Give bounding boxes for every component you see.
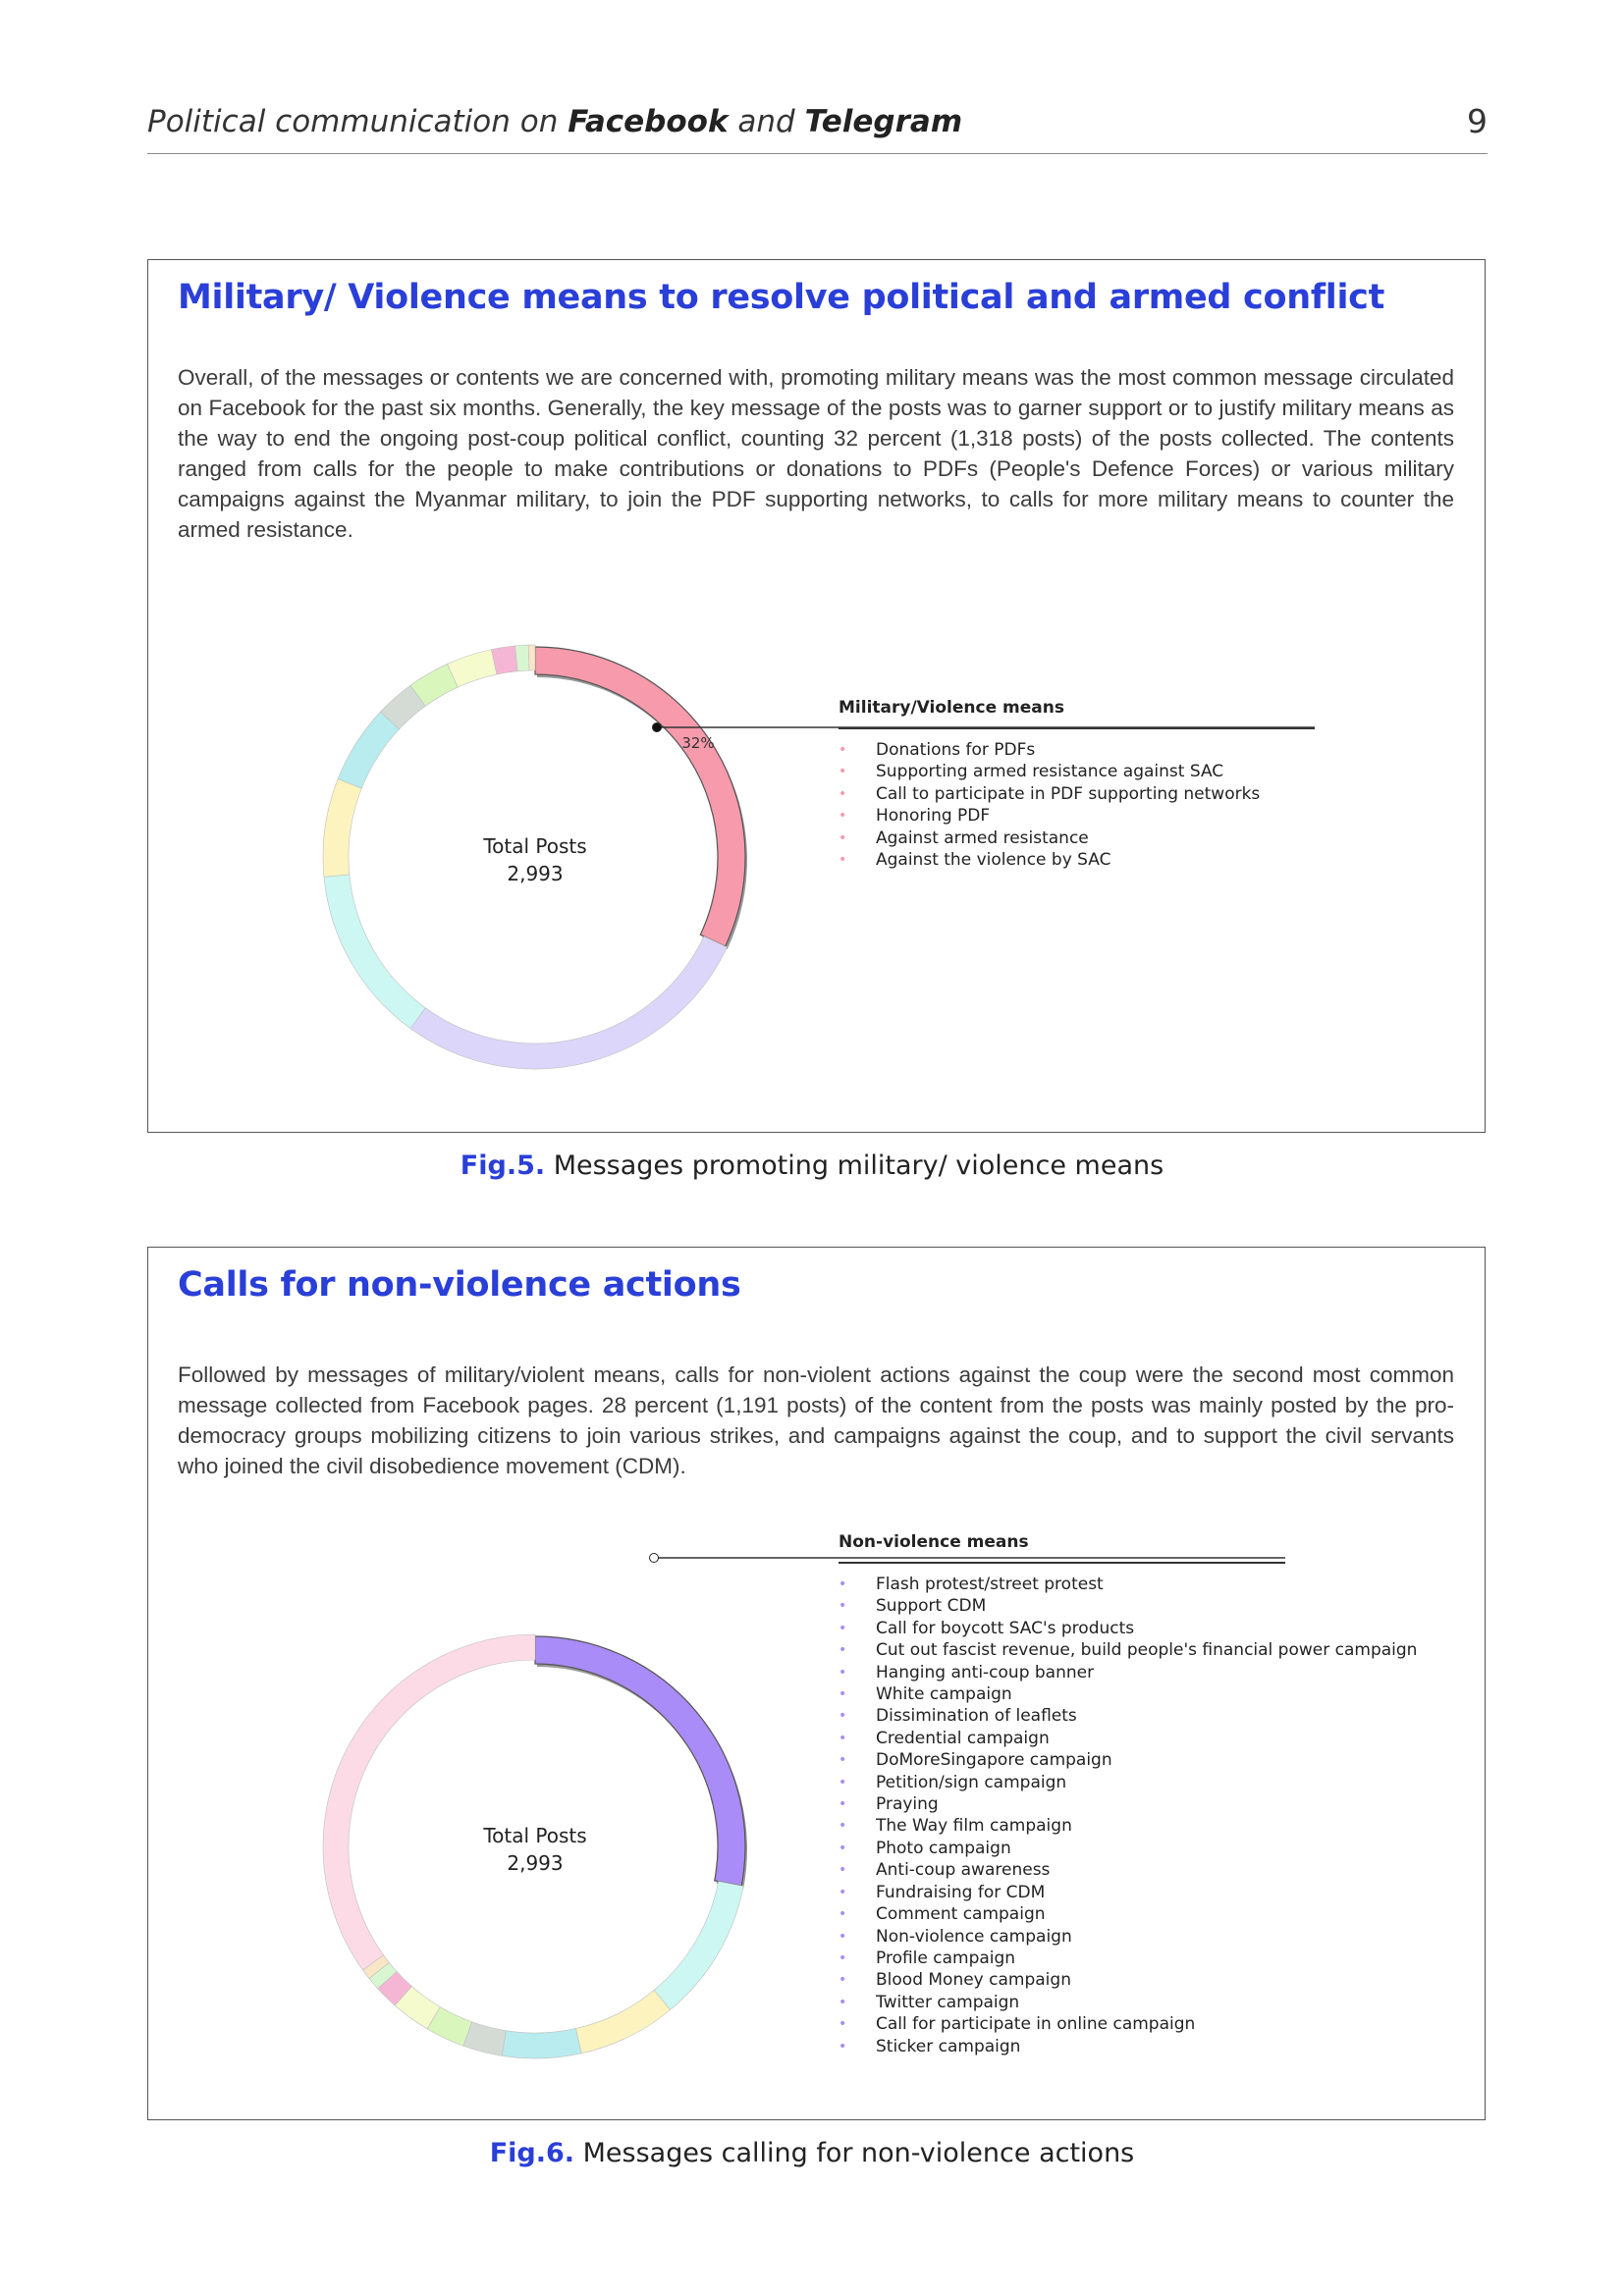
figure6-legend-bullet: • — [839, 1906, 847, 1923]
figure5-box — [147, 259, 1486, 1133]
figure5-legend-item — [839, 828, 1260, 849]
figure6-legend-text: Support CDM — [876, 1596, 987, 1617]
figure5-legend-bullet: • — [839, 742, 847, 758]
figure6-legend-text: Cut out fascist revenue, build people's financial power campaign — [876, 1640, 1418, 1661]
figure6-legend-bullet: • — [839, 1730, 847, 1746]
figure5-donut-chart — [148, 260, 1484, 1130]
figure6-legend-bullet: • — [839, 1708, 847, 1725]
figure6-legend-bullet: • — [839, 1928, 847, 1945]
figure6-legend-text: Twitter campaign — [876, 1992, 1020, 2012]
figure5-leader-dot — [653, 723, 662, 732]
figure6-legend-text: Anti-coup awareness — [876, 1860, 1051, 1881]
figure5-legend-text: Against the violence by SAC — [876, 850, 1111, 871]
figure6-caption-label: Fig.6. — [489, 2138, 575, 2168]
figure6-legend-item — [839, 1838, 1417, 1859]
figure6-legend-text: Photo campaign — [876, 1838, 1011, 1858]
figure6-legend-text: Profile campaign — [876, 1948, 1016, 1968]
running-title-facebook: Facebook — [568, 104, 729, 139]
figure6-legend — [839, 1532, 1417, 2057]
figure6-legend-item — [839, 1992, 1417, 2013]
figure5-legend-bullet: • — [839, 852, 847, 869]
figure5-legend-bullet: • — [839, 829, 847, 846]
figure5-legend-title: Military/Violence means — [839, 698, 1064, 718]
figure6-legend-text: Call for participate in online campaign — [876, 2014, 1196, 2035]
figure6-legend-text: Fundraising for CDM — [876, 1882, 1046, 1902]
figure6-box — [147, 1247, 1486, 2120]
figure6-legend-text: The Way film campaign — [876, 1816, 1072, 1837]
figure6-legend-text: Non-violence campaign — [876, 1926, 1072, 1947]
figure6-segment-10 — [323, 1634, 535, 1970]
figure6-legend-bullet: • — [839, 1818, 847, 1835]
figure6-legend-bullet: • — [839, 1642, 847, 1659]
running-title-telegram: Telegram — [804, 104, 963, 139]
figure6-legend-text: Hanging anti-coup banner — [876, 1662, 1095, 1682]
figure6-legend-bullet: • — [839, 1686, 847, 1703]
figure6-legend-item — [839, 2036, 1417, 2057]
figure6-legend-text: Praying — [876, 1794, 939, 1815]
figure6-legend-bullet: • — [839, 1620, 847, 1636]
legend2-rule — [839, 1562, 1285, 1564]
figure5-legend-text: Donations for PDFs — [876, 740, 1036, 760]
figure6-legend-bullet: • — [839, 1884, 847, 1900]
figure5-segment-2 — [324, 875, 425, 1029]
figure5-segment-1 — [410, 936, 727, 1069]
figure6-segment-0 — [535, 1636, 745, 1886]
figure6-caption — [0, 2138, 1624, 2168]
figure5-segment-10 — [528, 645, 535, 670]
figure5-legend-bullet: • — [839, 785, 847, 802]
figure6-leader-dot — [650, 1554, 659, 1563]
figure6-legend-text: White campaign — [876, 1684, 1012, 1705]
figure5-legend-item — [839, 849, 1260, 871]
figure5-legend — [839, 698, 1260, 871]
figure5-legend-item — [839, 739, 1260, 761]
figure6-legend-item — [839, 2013, 1417, 2035]
figure6-center-value: 2,993 — [507, 1851, 564, 1875]
figure6-legend-bullet: • — [839, 1598, 847, 1615]
figure6-legend-item — [839, 1728, 1417, 1749]
figure5-legend-text: Honoring PDF — [876, 806, 991, 827]
figure5-center-label: Total Posts — [483, 834, 587, 858]
figure6-legend-bullet: • — [839, 1752, 847, 1769]
figure6-legend-bullet: • — [839, 1994, 847, 2010]
running-title-text: Political communication on — [147, 104, 568, 139]
figure6-legend-bullet: • — [839, 1972, 847, 1989]
figure6-legend-item — [839, 1749, 1417, 1771]
figure6-legend-item — [839, 1969, 1417, 1991]
figure6-legend-bullet: • — [839, 1862, 847, 1879]
figure5-legend-text: Supporting armed resistance against SAC — [876, 762, 1224, 782]
figure5-legend-text: Against armed resistance — [876, 828, 1089, 848]
figure6-legend-item — [839, 1859, 1417, 1881]
figure5-legend-item — [839, 805, 1260, 827]
figure6-legend-bullet: • — [839, 2038, 847, 2055]
figure5-caption-label: Fig.5. — [460, 1150, 546, 1181]
figure5-segment-3 — [323, 778, 361, 877]
figure6-legend-item — [839, 1683, 1417, 1705]
figure5-center-value: 2,993 — [507, 862, 564, 885]
running-title — [147, 104, 962, 139]
figure5-segment-0 — [535, 647, 745, 946]
figure6-legend-item — [839, 1618, 1417, 1639]
figure6-legend-list — [839, 1574, 1417, 2057]
figure6-legend-text: Blood Money campaign — [876, 1970, 1071, 1991]
figure6-section-title: Calls for non-violence actions — [178, 1265, 741, 1305]
running-header — [147, 102, 1488, 154]
figure5-segment-4 — [338, 712, 399, 788]
figure6-legend-bullet: • — [839, 1576, 847, 1592]
figure6-legend-text: Flash protest/street protest — [876, 1575, 1104, 1594]
figure6-legend-bullet: • — [839, 1796, 847, 1813]
figure6-legend-text: Petition/sign campaign — [876, 1772, 1067, 1792]
figure5-segment-9 — [515, 645, 529, 671]
figure5-percent-label: 32% — [681, 734, 715, 752]
figure6-caption-text: Messages calling for non-violence actions — [574, 2138, 1135, 2168]
figure5-legend-bullet: • — [839, 764, 847, 780]
figure6-legend-bullet: • — [839, 1840, 847, 1856]
figure5-legend-item — [839, 783, 1260, 805]
figure6-legend-item — [839, 1574, 1417, 1595]
figure6-legend-item — [839, 1815, 1417, 1837]
figure6-legend-item — [839, 1882, 1417, 1903]
legend1-rule — [839, 727, 1315, 729]
figure6-legend-text: Comment campaign — [876, 1904, 1046, 1925]
figure6-legend-text: Call for boycott SAC's products — [876, 1618, 1135, 1638]
figure5-section-title: Military/ Violence means to resolve political and armed conflict — [178, 278, 1385, 317]
figure6-legend-text: DoMoreSingapore campaign — [876, 1750, 1112, 1771]
figure6-segment-1 — [654, 1882, 743, 2010]
figure5-legend-item — [839, 761, 1260, 782]
page-number: 9 — [1467, 102, 1488, 140]
figure6-legend-bullet: • — [839, 1949, 847, 1966]
figure6-segment-2 — [575, 1990, 670, 2053]
figure6-legend-item — [839, 1662, 1417, 1683]
figure5-caption — [0, 1150, 1624, 1181]
figure6-legend-item — [839, 1705, 1417, 1727]
figure6-legend-bullet: • — [839, 2016, 847, 2033]
figure6-legend-text: Sticker campaign — [876, 2036, 1021, 2056]
running-title-and: and — [728, 104, 805, 139]
figure6-center-label: Total Posts — [483, 1824, 587, 1847]
figure6-legend-text: Credential campaign — [876, 1728, 1050, 1748]
figure5-legend-text: Call to participate in PDF supporting networks — [876, 783, 1261, 804]
figure6-percent-label: 28% — [648, 1570, 681, 1587]
figure5-legend-list — [839, 739, 1260, 871]
figure5-caption-text: Messages promoting military/ violence means — [545, 1150, 1164, 1181]
figure6-legend-item — [839, 1926, 1417, 1948]
figure6-segment-3 — [502, 2028, 581, 2058]
figure6-legend-item — [839, 1595, 1417, 1617]
figure6-legend-item — [839, 1772, 1417, 1793]
figure6-legend-text: Dissimination of leaflets — [876, 1706, 1077, 1727]
figure6-legend-item — [839, 1639, 1417, 1661]
figure6-body-text: Followed by messages of military/violent means, calls for non-violent actions against the coup were the second most common message collected from Facebook pages. 28 percent (1,191 posts) of the content from the posts was mainly posted by the pro-democracy groups mobilizing citizens to join various strikes, and campaigns against the coup, and to support the civil servants who joined the civil disobedience movement (CDM). — [178, 1362, 1454, 1478]
figure6-legend-item — [839, 1793, 1417, 1815]
figure6-legend-title: Non-violence means — [839, 1532, 1029, 1552]
figure6-legend-item — [839, 1903, 1417, 1925]
figure6-legend-item — [839, 1948, 1417, 1969]
figure5-legend-bullet: • — [839, 808, 847, 825]
figure5-body-text: Overall, of the messages or contents we are concerned with, promoting military means was the most common message circulated on Facebook for the past six months. Generally, the key message of the posts was to garner support or to justify military means as the way to end the ongoing post-coup political conflict, counting 32 percent (1,318 posts) of the posts collected. The contents ranged from calls for the people to make contributions or donations to PDFs (People's Defence Forces) or various military campaigns against the Myanmar military, to join the PDF supporting networks, to calls for more military means to counter the armed resistance. — [178, 365, 1454, 542]
figure6-legend-bullet: • — [839, 1774, 847, 1790]
figure6-legend-bullet: • — [839, 1664, 847, 1681]
